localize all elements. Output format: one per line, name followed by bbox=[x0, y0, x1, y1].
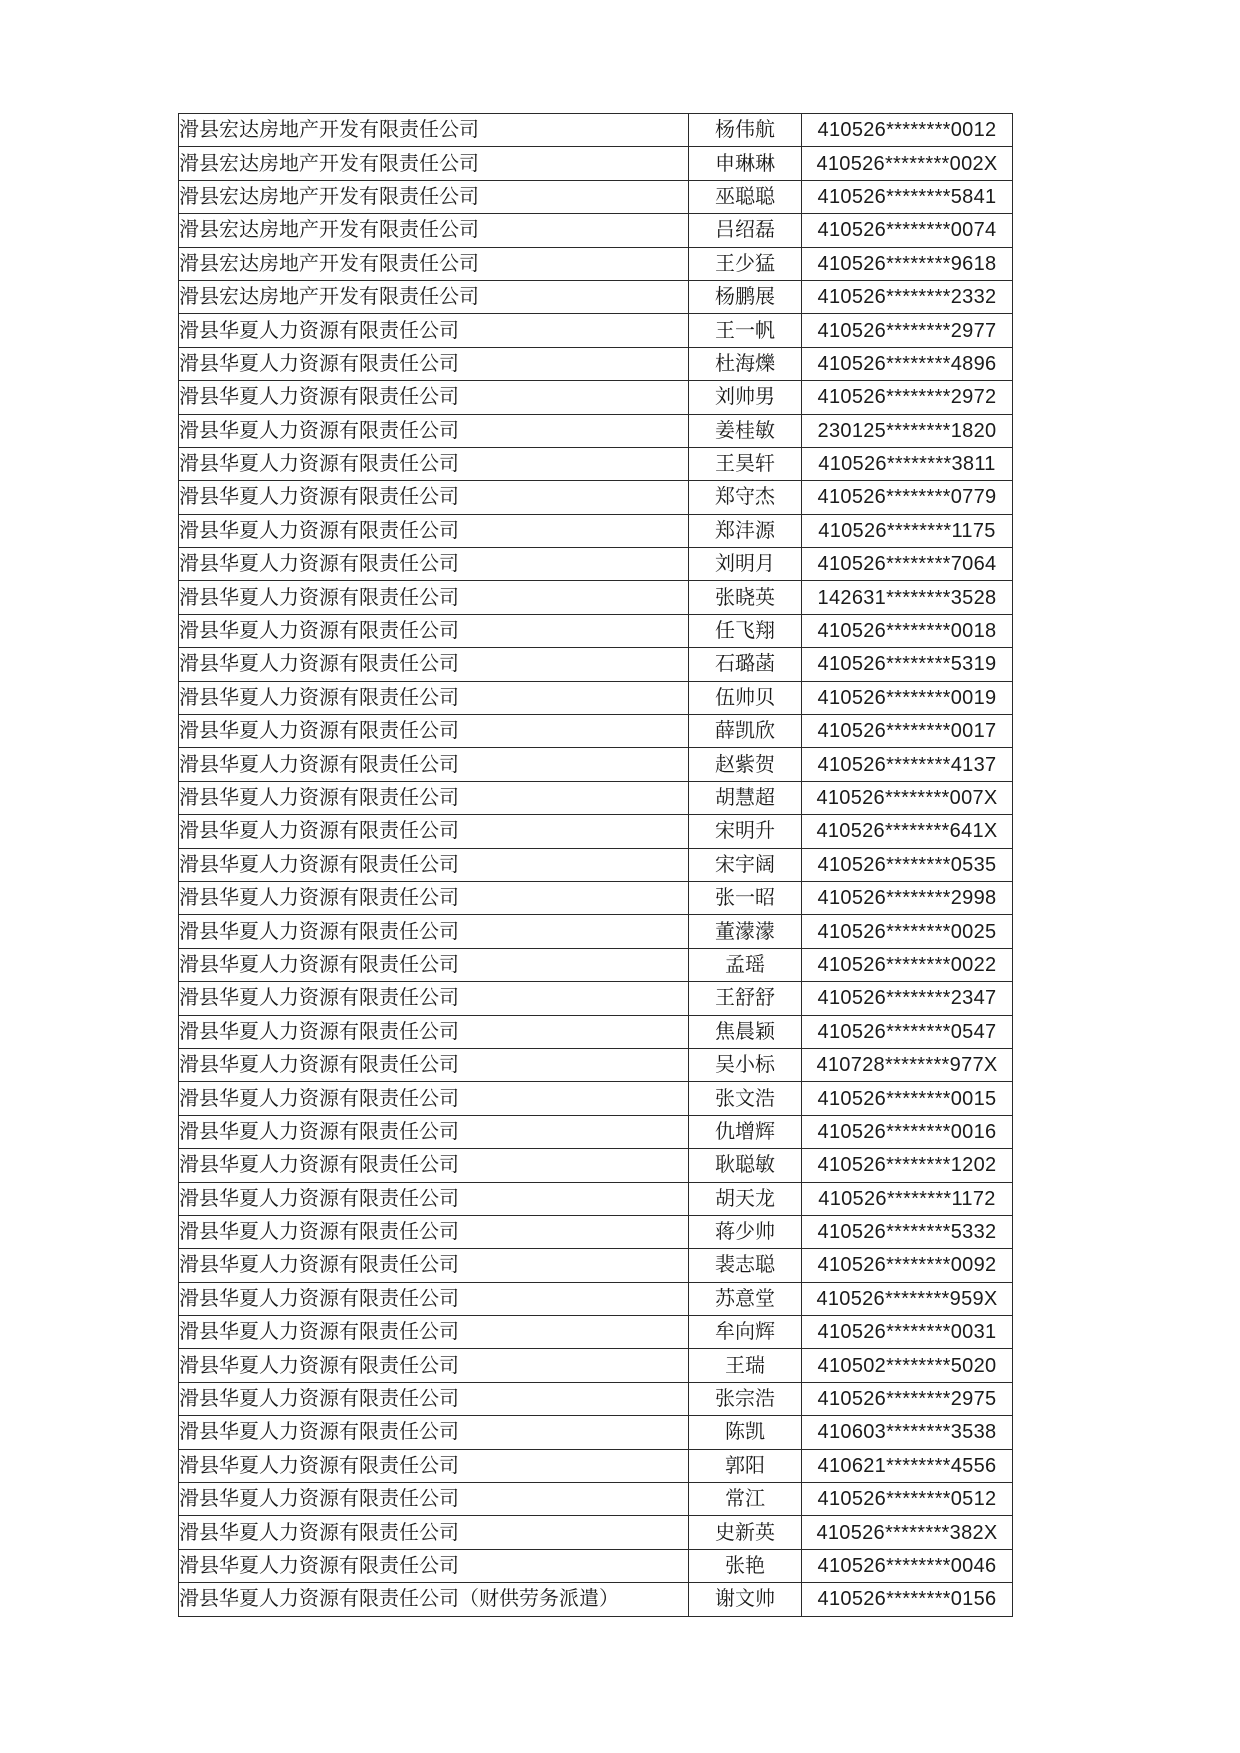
person-name-cell: 张文浩 bbox=[689, 1082, 802, 1115]
company-cell: 滑县华夏人力资源有限责任公司 bbox=[179, 1115, 689, 1148]
id-number-cell: 410526********5319 bbox=[802, 648, 1013, 681]
table-row bbox=[179, 1449, 1013, 1482]
person-name-cell: 宋明升 bbox=[689, 815, 802, 848]
table-row bbox=[179, 1082, 1013, 1115]
company-cell: 滑县华夏人力资源有限责任公司 bbox=[179, 1449, 689, 1482]
id-number-cell: 410526********959X bbox=[802, 1282, 1013, 1315]
person-name-cell: 常江 bbox=[689, 1483, 802, 1516]
company-cell: 滑县华夏人力资源有限责任公司 bbox=[179, 1282, 689, 1315]
person-name-cell: 王少猛 bbox=[689, 247, 802, 280]
table-row bbox=[179, 180, 1013, 213]
company-cell: 滑县华夏人力资源有限责任公司 bbox=[179, 347, 689, 380]
table-row bbox=[179, 848, 1013, 881]
table-row bbox=[179, 815, 1013, 848]
person-name-cell: 陈凯 bbox=[689, 1416, 802, 1449]
id-number-cell: 410526********4137 bbox=[802, 748, 1013, 781]
company-cell: 滑县华夏人力资源有限责任公司 bbox=[179, 1149, 689, 1182]
company-cell: 滑县华夏人力资源有限责任公司 bbox=[179, 715, 689, 748]
table-row bbox=[179, 748, 1013, 781]
table-row bbox=[179, 1316, 1013, 1349]
id-number-cell: 410526********3811 bbox=[802, 447, 1013, 480]
company-cell: 滑县宏达房地产开发有限责任公司 bbox=[179, 114, 689, 147]
person-name-cell: 赵紫贺 bbox=[689, 748, 802, 781]
person-name-cell: 郭阳 bbox=[689, 1449, 802, 1482]
company-cell: 滑县华夏人力资源有限责任公司（财供劳务派遣） bbox=[179, 1583, 689, 1616]
id-number-cell: 410526********9618 bbox=[802, 247, 1013, 280]
company-cell: 滑县华夏人力资源有限责任公司 bbox=[179, 881, 689, 914]
table-row bbox=[179, 715, 1013, 748]
company-cell: 滑县华夏人力资源有限责任公司 bbox=[179, 548, 689, 581]
person-name-cell: 石璐菡 bbox=[689, 648, 802, 681]
person-name-cell: 孟瑶 bbox=[689, 948, 802, 981]
id-number-cell: 410526********1202 bbox=[802, 1149, 1013, 1182]
id-number-cell: 410526********0046 bbox=[802, 1549, 1013, 1582]
person-name-cell: 刘明月 bbox=[689, 548, 802, 581]
table-row bbox=[179, 347, 1013, 380]
table-row bbox=[179, 548, 1013, 581]
company-cell: 滑县华夏人力资源有限责任公司 bbox=[179, 314, 689, 347]
company-cell: 滑县华夏人力资源有限责任公司 bbox=[179, 748, 689, 781]
roster-table bbox=[178, 113, 1013, 1617]
table-row bbox=[179, 247, 1013, 280]
person-name-cell: 杜海爍 bbox=[689, 347, 802, 380]
id-number-cell: 410526********2972 bbox=[802, 381, 1013, 414]
id-number-cell: 410526********0016 bbox=[802, 1115, 1013, 1148]
table-row bbox=[179, 1349, 1013, 1382]
person-name-cell: 董濛濛 bbox=[689, 915, 802, 948]
person-name-cell: 宋宇阔 bbox=[689, 848, 802, 881]
person-name-cell: 刘帅男 bbox=[689, 381, 802, 414]
table-row bbox=[179, 1382, 1013, 1415]
person-name-cell: 胡慧超 bbox=[689, 781, 802, 814]
table-row bbox=[179, 447, 1013, 480]
person-name-cell: 焦晨颖 bbox=[689, 1015, 802, 1048]
company-cell: 滑县华夏人力资源有限责任公司 bbox=[179, 681, 689, 714]
table-row bbox=[179, 1583, 1013, 1616]
person-name-cell: 杨伟航 bbox=[689, 114, 802, 147]
person-name-cell: 谢文帅 bbox=[689, 1583, 802, 1616]
table-row bbox=[179, 1282, 1013, 1315]
id-number-cell: 410526********0031 bbox=[802, 1316, 1013, 1349]
company-cell: 滑县华夏人力资源有限责任公司 bbox=[179, 481, 689, 514]
id-number-cell: 410526********382X bbox=[802, 1516, 1013, 1549]
id-number-cell: 410526********0017 bbox=[802, 715, 1013, 748]
person-name-cell: 伍帅贝 bbox=[689, 681, 802, 714]
id-number-cell: 410526********7064 bbox=[802, 548, 1013, 581]
person-name-cell: 任飞翔 bbox=[689, 614, 802, 647]
id-number-cell: 410526********0012 bbox=[802, 114, 1013, 147]
table-row bbox=[179, 1015, 1013, 1048]
company-cell: 滑县宏达房地产开发有限责任公司 bbox=[179, 247, 689, 280]
company-cell: 滑县宏达房地产开发有限责任公司 bbox=[179, 180, 689, 213]
company-cell: 滑县华夏人力资源有限责任公司 bbox=[179, 614, 689, 647]
person-name-cell: 裴志聪 bbox=[689, 1249, 802, 1282]
id-number-cell: 410526********2975 bbox=[802, 1382, 1013, 1415]
person-name-cell: 巫聪聪 bbox=[689, 180, 802, 213]
id-number-cell: 410728********977X bbox=[802, 1048, 1013, 1081]
table-row bbox=[179, 781, 1013, 814]
person-name-cell: 张晓英 bbox=[689, 581, 802, 614]
company-cell: 滑县宏达房地产开发有限责任公司 bbox=[179, 214, 689, 247]
id-number-cell: 410526********4896 bbox=[802, 347, 1013, 380]
company-cell: 滑县华夏人力资源有限责任公司 bbox=[179, 581, 689, 614]
id-number-cell: 410526********0022 bbox=[802, 948, 1013, 981]
person-name-cell: 薛凯欣 bbox=[689, 715, 802, 748]
company-cell: 滑县华夏人力资源有限责任公司 bbox=[179, 1349, 689, 1382]
id-number-cell: 410526********002X bbox=[802, 147, 1013, 180]
person-name-cell: 张一昭 bbox=[689, 881, 802, 914]
company-cell: 滑县华夏人力资源有限责任公司 bbox=[179, 1015, 689, 1048]
company-cell: 滑县华夏人力资源有限责任公司 bbox=[179, 948, 689, 981]
id-number-cell: 410603********3538 bbox=[802, 1416, 1013, 1449]
id-number-cell: 410526********2998 bbox=[802, 881, 1013, 914]
person-name-cell: 杨鹏展 bbox=[689, 280, 802, 313]
table-row bbox=[179, 114, 1013, 147]
person-name-cell: 王昊轩 bbox=[689, 447, 802, 480]
id-number-cell: 410526********1172 bbox=[802, 1182, 1013, 1215]
person-name-cell: 郑沣源 bbox=[689, 514, 802, 547]
person-name-cell: 牟向辉 bbox=[689, 1316, 802, 1349]
table-row bbox=[179, 1048, 1013, 1081]
table-row bbox=[179, 1215, 1013, 1248]
person-name-cell: 郑守杰 bbox=[689, 481, 802, 514]
id-number-cell: 410526********0019 bbox=[802, 681, 1013, 714]
person-name-cell: 王瑞 bbox=[689, 1349, 802, 1382]
company-cell: 滑县华夏人力资源有限责任公司 bbox=[179, 447, 689, 480]
person-name-cell: 仇增辉 bbox=[689, 1115, 802, 1148]
table-row bbox=[179, 915, 1013, 948]
id-number-cell: 410526********0535 bbox=[802, 848, 1013, 881]
company-cell: 滑县华夏人力资源有限责任公司 bbox=[179, 1549, 689, 1582]
table-row bbox=[179, 948, 1013, 981]
table-row bbox=[179, 1115, 1013, 1148]
id-number-cell: 410526********5841 bbox=[802, 180, 1013, 213]
id-number-cell: 410526********0779 bbox=[802, 481, 1013, 514]
id-number-cell: 410526********0547 bbox=[802, 1015, 1013, 1048]
table-row bbox=[179, 280, 1013, 313]
id-number-cell: 410621********4556 bbox=[802, 1449, 1013, 1482]
person-name-cell: 张艳 bbox=[689, 1549, 802, 1582]
id-number-cell: 410526********0025 bbox=[802, 915, 1013, 948]
table-row bbox=[179, 214, 1013, 247]
company-cell: 滑县华夏人力资源有限责任公司 bbox=[179, 848, 689, 881]
table-row bbox=[179, 1549, 1013, 1582]
id-number-cell: 410526********2332 bbox=[802, 280, 1013, 313]
id-number-cell: 410526********0092 bbox=[802, 1249, 1013, 1282]
company-cell: 滑县华夏人力资源有限责任公司 bbox=[179, 648, 689, 681]
company-cell: 滑县华夏人力资源有限责任公司 bbox=[179, 781, 689, 814]
person-name-cell: 苏意堂 bbox=[689, 1282, 802, 1315]
company-cell: 滑县华夏人力资源有限责任公司 bbox=[179, 381, 689, 414]
table-row bbox=[179, 1416, 1013, 1449]
person-name-cell: 姜桂敏 bbox=[689, 414, 802, 447]
person-name-cell: 张宗浩 bbox=[689, 1382, 802, 1415]
company-cell: 滑县宏达房地产开发有限责任公司 bbox=[179, 147, 689, 180]
company-cell: 滑县宏达房地产开发有限责任公司 bbox=[179, 280, 689, 313]
company-cell: 滑县华夏人力资源有限责任公司 bbox=[179, 1416, 689, 1449]
id-number-cell: 410526********5332 bbox=[802, 1215, 1013, 1248]
id-number-cell: 230125********1820 bbox=[802, 414, 1013, 447]
id-number-cell: 410526********2347 bbox=[802, 982, 1013, 1015]
table-row bbox=[179, 1483, 1013, 1516]
id-number-cell: 410526********007X bbox=[802, 781, 1013, 814]
company-cell: 滑县华夏人力资源有限责任公司 bbox=[179, 514, 689, 547]
table-row bbox=[179, 147, 1013, 180]
person-name-cell: 史新英 bbox=[689, 1516, 802, 1549]
table-row bbox=[179, 681, 1013, 714]
table-row bbox=[179, 1149, 1013, 1182]
person-name-cell: 耿聪敏 bbox=[689, 1149, 802, 1182]
id-number-cell: 410526********1175 bbox=[802, 514, 1013, 547]
table-row bbox=[179, 381, 1013, 414]
company-cell: 滑县华夏人力资源有限责任公司 bbox=[179, 1048, 689, 1081]
company-cell: 滑县华夏人力资源有限责任公司 bbox=[179, 1215, 689, 1248]
id-number-cell: 410526********0512 bbox=[802, 1483, 1013, 1516]
table-row bbox=[179, 1182, 1013, 1215]
person-name-cell: 王一帆 bbox=[689, 314, 802, 347]
id-number-cell: 410502********5020 bbox=[802, 1349, 1013, 1382]
person-name-cell: 王舒舒 bbox=[689, 982, 802, 1015]
table-row bbox=[179, 1249, 1013, 1282]
company-cell: 滑县华夏人力资源有限责任公司 bbox=[179, 1316, 689, 1349]
company-cell: 滑县华夏人力资源有限责任公司 bbox=[179, 1249, 689, 1282]
table-row bbox=[179, 982, 1013, 1015]
company-cell: 滑县华夏人力资源有限责任公司 bbox=[179, 982, 689, 1015]
person-name-cell: 吕绍磊 bbox=[689, 214, 802, 247]
id-number-cell: 410526********0015 bbox=[802, 1082, 1013, 1115]
table-row bbox=[179, 581, 1013, 614]
company-cell: 滑县华夏人力资源有限责任公司 bbox=[179, 1082, 689, 1115]
table-row bbox=[179, 514, 1013, 547]
table-row bbox=[179, 314, 1013, 347]
company-cell: 滑县华夏人力资源有限责任公司 bbox=[179, 1516, 689, 1549]
table-row bbox=[179, 414, 1013, 447]
person-name-cell: 申琳琳 bbox=[689, 147, 802, 180]
person-name-cell: 胡天龙 bbox=[689, 1182, 802, 1215]
company-cell: 滑县华夏人力资源有限责任公司 bbox=[179, 915, 689, 948]
person-name-cell: 蒋少帅 bbox=[689, 1215, 802, 1248]
company-cell: 滑县华夏人力资源有限责任公司 bbox=[179, 1182, 689, 1215]
table-row bbox=[179, 481, 1013, 514]
company-cell: 滑县华夏人力资源有限责任公司 bbox=[179, 1483, 689, 1516]
company-cell: 滑县华夏人力资源有限责任公司 bbox=[179, 414, 689, 447]
company-cell: 滑县华夏人力资源有限责任公司 bbox=[179, 1382, 689, 1415]
id-number-cell: 410526********0018 bbox=[802, 614, 1013, 647]
id-number-cell: 410526********0074 bbox=[802, 214, 1013, 247]
table-row bbox=[179, 881, 1013, 914]
id-number-cell: 410526********641X bbox=[802, 815, 1013, 848]
table-row bbox=[179, 614, 1013, 647]
id-number-cell: 142631********3528 bbox=[802, 581, 1013, 614]
person-name-cell: 吴小标 bbox=[689, 1048, 802, 1081]
id-number-cell: 410526********2977 bbox=[802, 314, 1013, 347]
table-row bbox=[179, 1516, 1013, 1549]
company-cell: 滑县华夏人力资源有限责任公司 bbox=[179, 815, 689, 848]
table-row bbox=[179, 648, 1013, 681]
id-number-cell: 410526********0156 bbox=[802, 1583, 1013, 1616]
table-body bbox=[179, 114, 1013, 1617]
